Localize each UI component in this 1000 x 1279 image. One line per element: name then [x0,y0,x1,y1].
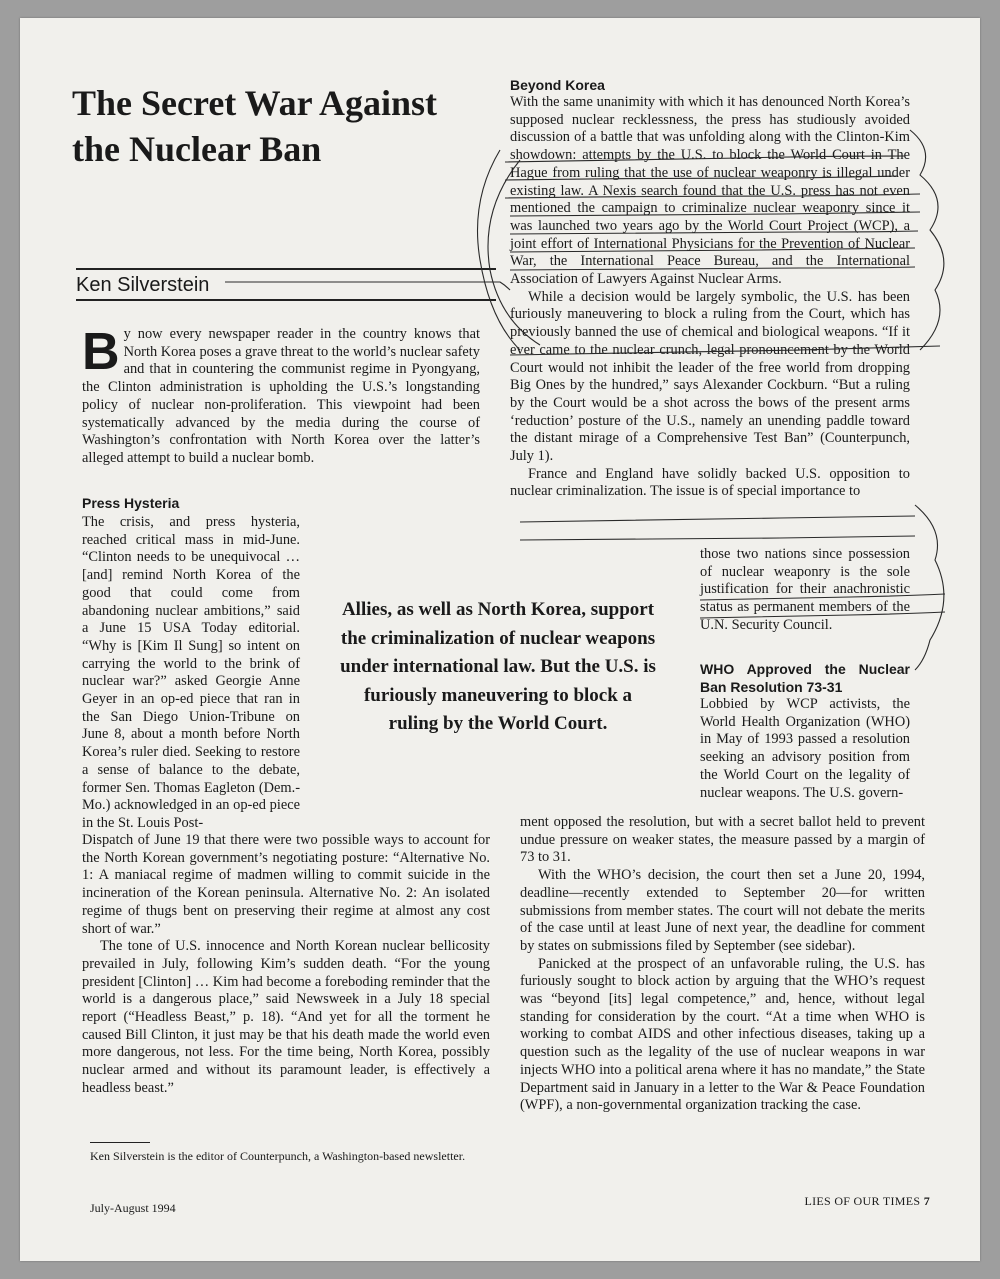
byline-rule-bottom [76,299,496,301]
press-hysteria-heading: Press Hysteria [82,495,180,511]
who-p2: With the WHO’s decision, the court then set a June 20, 1994, deadline—recently extended to September 20—for written submissions from member states. The court will not debate the merits of the case until at least June of next year, the deadline for comment by states on submissions filed by September (see sidebar). [520,867,925,954]
running-footer [804,1194,930,1209]
beyond-korea-section [510,76,910,501]
byline-rule-top [76,268,496,270]
beyond-korea-narrow-block [700,546,910,635]
who-p3: Panicked at the prospect of an unfavorable ruling, the U.S. has furiously sought to block action by arguing that the WHO’s request was “beyond [its] legal competence,” and, hence, without legal standing for consideration by the court. “At a time when WHO is working to combat AIDS and other infectious diseases, taking up a question such as the legality of the use of nuclear weapons in war injects WHO into a political arena where it has no mandate,” the State Department said in January in a letter to the War & Peace Foundation (WPF), a non-governmental organization tracking the case. [520,955,925,1114]
beyond-korea-p1: With the same unanimity with which it has denounced North Korea’s supposed nuclear recklessness, the press has studiously avoided discussion of a battle that was unfolding along with the Clinton-Kim showdown: attempts by the U.S. to block the World Court in The Hague from ruling that the use of nuclear weaponry is illegal under existing law. A Nexis search found that the U.S. press has not even mentioned the campaign to criminalize nuclear weaponry since it was launched two years ago by the World Court Project (WCP), a joint effort of International Physicians for the Prevention of Nuclear War, the International Peace Bureau, and the International Association of Lawyers Against Nuclear Arms. [510,94,910,288]
press-hysteria-narrow-block [82,514,300,833]
beyond-korea-heading: Beyond Korea [510,77,605,93]
article-title: The Secret War Against the Nuclear Ban [72,83,438,169]
who-wide-block [520,814,925,1115]
intro-block [82,323,480,468]
pull-quote: Allies, as well as North Korea, support the criminalization of nuclear weapons under international law. But the U.S. is furiously maneuvering to block a ruling by the World Court. [340,599,656,734]
intro-paragraph: y now every newspaper reader in the country knows that North Korea poses a grave threat to the world’s nuclear safety and that in countering the communist regime in Pyongyang, the Clinton administration is upholding the U.S.’s longstanding policy of nuclear non-proliferation. This viewpoint had been systematically advanced by the media during the course of Washington’s confrontation with North Korea over the latter’s alleged attempt to build a nuclear bomb. [82,326,480,466]
press-hysteria-wide-block [82,832,490,1098]
issue-date: July-August 1994 [90,1201,176,1215]
who-narrow: Lobbied by WCP activists, the World Health Organization (WHO) in May of 1993 passed a resolution seeking an advisory position from the World Court on the legality of nuclear weapons. The U.S. govern- [700,696,910,801]
page-number: 7 [923,1194,930,1208]
press-hysteria-narrow: The crisis, and press hysteria, reached critical mass in mid-June. “Clinton needs to be unequivocal … [and] remind North Korea of the good that could come from abandoning nuclear ambitions,” said a June 15 USA Today editorial. “Why is [Kim Il Sung] so intent on carrying the world to the brink of nuclear war?” asked Georgie Anne Geyer in an op-ed piece that ran in the San Diego Union-Tribune on June 8, about a month before North Korea’s ruler died. Seeking to restore a sense of balance to the debate, former Sen. Thomas Eagleton (Dem.-Mo.) acknowledged in an op-ed piece in the St. Louis Post- [82,514,300,831]
who-wide: ment opposed the resolution, but with a secret ballot held to prevent undue pressure on weaker states, the measure passed by a margin of 73 to 31. [520,814,925,866]
who-section [700,660,910,802]
footnote-rule [90,1142,150,1143]
publication-name: LIES OF OUR TIMES [804,1194,921,1208]
beyond-korea-p3-narrow: those two nations since possession of nuclear weaponry is the sole justification for their anachronistic status as permanent members of the U.N. Security Council. [700,546,910,633]
beyond-korea-p2: While a decision would be largely symbolic, the U.S. has been furiously maneuvering to block a ruling from the Court, which has previously banned the use of chemical and biological weapons. “If it ever came to the nuclear crunch, legal pronouncement by the World Court would not inhibit the leader of the free world from dropping Big Ones by the hundred,” says Alexander Cockburn. “But a ruling by the Court would be a shot across the bows of the present arms ‘reduction’ posture of the U.S., namely an unending paddle toward the distant mirage of a Comprehensive Test Ban” (Counterpunch, July 1). [510,288,910,465]
page [20,18,980,1261]
press-hysteria-wide: Dispatch of June 19 that there were two possible ways to account for the North Korean government’s negotiating posture: “Alternative No. 1: A maniacal regime of madmen willing to commit suicide in the incineration of the Korean peninsula. Alternative No. 2: An isolated regime of thugs bent on preserving their regime at almost any cost short of war.” [82,832,490,937]
author-footnote: Ken Silverstein is the editor of Counterpunch, a Washington-based newsletter. [90,1149,466,1163]
press-hysteria-section [82,494,480,512]
drop-cap: B [82,323,120,381]
press-hysteria-p2: The tone of U.S. innocence and North Korean nuclear bellicosity prevailed in July, following Kim’s sudden death. “For the young president [Clinton] … Kim had become a foreboding reminder that the world is a dangerous place,” said Newsweek in a July 18 special report (“Headless Beast,” p. 18). “And yet for all the torment he caused Bill Clinton, it just may be that his death made the world even more dangerous, not less. For the time being, North Korea, possibly nuclear armed and without its paramount leader, is effectively a headless beast.” [82,938,490,1096]
beyond-korea-p3-wide: France and England have solidly backed U.S. opposition to nuclear criminalization. The issue is of special importance to [510,465,910,500]
byline: Ken Silverstein [76,274,210,296]
who-heading: WHO Approved the Nuclear Ban Resolution 73-31 [700,661,910,695]
